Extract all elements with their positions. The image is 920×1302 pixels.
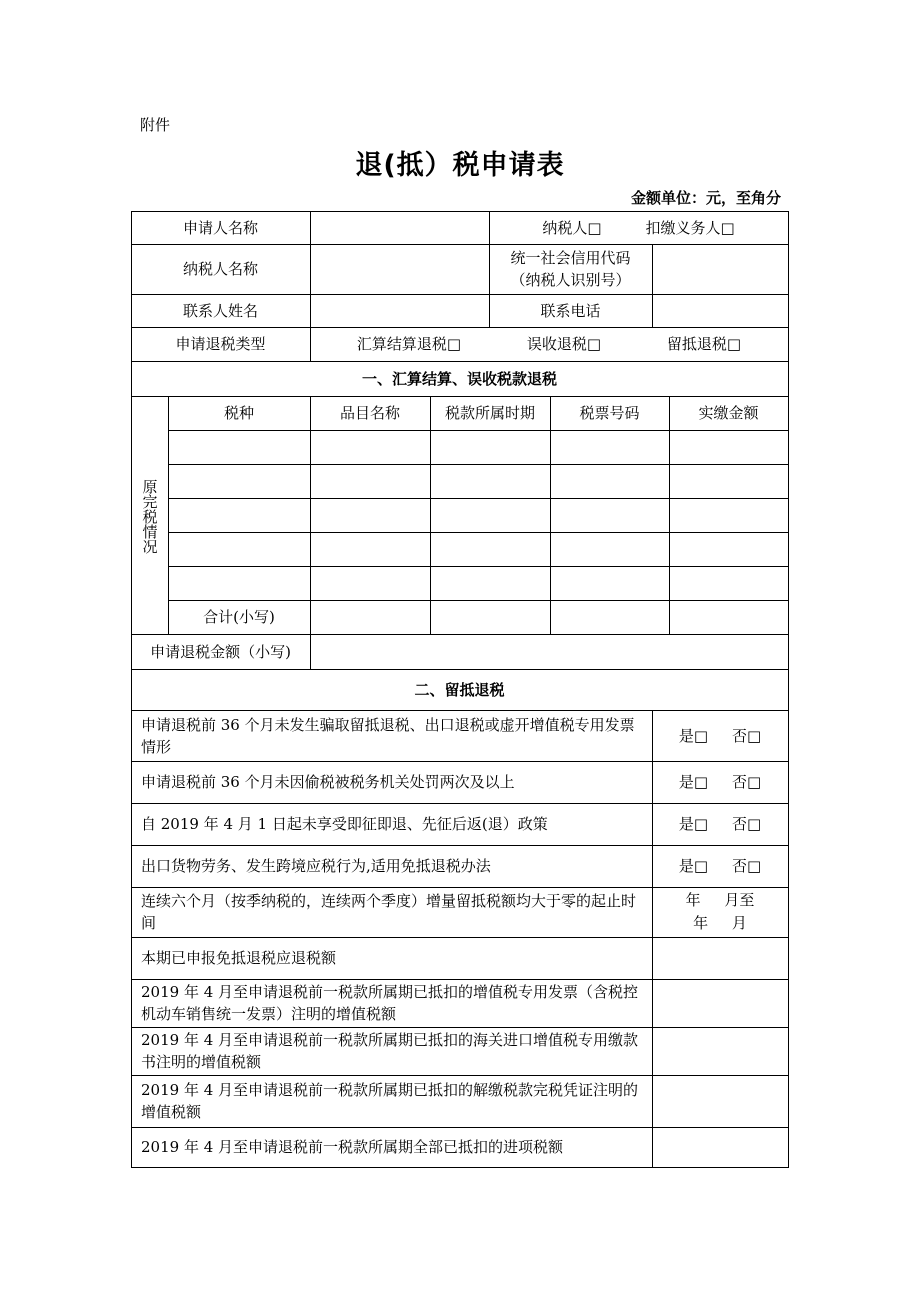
table-cell-input[interactable] bbox=[669, 430, 788, 464]
table-cell-input[interactable] bbox=[310, 566, 430, 600]
table-cell-input[interactable] bbox=[168, 498, 310, 532]
taxpayer-name-label: 纳税人名称 bbox=[182, 260, 258, 278]
refund-type-checkbox[interactable]: 留抵退税□ bbox=[666, 335, 742, 353]
table-cell-input[interactable] bbox=[550, 532, 669, 566]
column-header: 税票号码 bbox=[579, 404, 640, 422]
yes-checkbox[interactable]: 是□ bbox=[678, 857, 708, 875]
credit-code-label-line: （纳税人识别号） bbox=[510, 271, 631, 289]
column-header: 品目名称 bbox=[339, 404, 400, 422]
table-cell-input[interactable] bbox=[669, 566, 788, 600]
table-cell-input[interactable] bbox=[430, 498, 550, 532]
amount-row-label: 本期已申报免抵退税应退税额 bbox=[141, 949, 337, 967]
applicant-role-options bbox=[489, 211, 788, 244]
total-cell-input[interactable] bbox=[669, 600, 788, 634]
table-cell-input[interactable] bbox=[430, 532, 550, 566]
refund-type-options bbox=[310, 327, 788, 361]
contact-phone-input[interactable] bbox=[652, 294, 788, 327]
no-checkbox[interactable]: 否□ bbox=[732, 773, 762, 791]
taxpayer-name-input[interactable] bbox=[310, 244, 489, 294]
form-title: 退(抵）税申请表 bbox=[355, 150, 565, 181]
credit-code-label-line: 统一社会信用代码 bbox=[510, 249, 631, 267]
amount-row-label: 2019 年 4 月至申请退税前一税款所属期全部已抵扣的进项税额 bbox=[141, 1138, 564, 1156]
eligibility-question: 出口货物劳务、发生跨境应税行为,适用免抵退税办法 bbox=[141, 857, 491, 875]
refund-amount-input[interactable] bbox=[310, 634, 788, 669]
eligibility-question: 申请退税前 36 个月未因偷税被税务机关处罚两次及以上 bbox=[141, 773, 515, 791]
amount-row-input[interactable] bbox=[652, 979, 788, 1027]
attachment-label: 附件 bbox=[140, 116, 171, 134]
table-cell-input[interactable] bbox=[669, 532, 788, 566]
table-rule bbox=[788, 211, 789, 1168]
total-cell-input[interactable] bbox=[550, 600, 669, 634]
no-checkbox[interactable]: 否□ bbox=[732, 726, 762, 745]
amount-row-label: 2019 年 4 月至申请退税前一税款所属期已抵扣的海关进口增值税专用缴款书注明的增值税额 bbox=[141, 1031, 639, 1071]
increment-period-input[interactable] bbox=[652, 887, 788, 937]
section1-heading: 一、汇算结算、误收税款退税 bbox=[361, 369, 557, 388]
yes-no-options bbox=[652, 803, 788, 845]
table-cell-input[interactable] bbox=[310, 464, 430, 498]
credit-code-input[interactable] bbox=[652, 244, 788, 294]
eligibility-question: 申请退税前 36 个月未发生骗取留抵退税、出口退税或虚开增值税专用发票情形 bbox=[141, 715, 635, 756]
applicant-name-input[interactable] bbox=[310, 211, 489, 244]
column-header: 税种 bbox=[223, 404, 254, 422]
table-cell-input[interactable] bbox=[550, 498, 669, 532]
total-cell-input[interactable] bbox=[430, 600, 550, 634]
refund-amount-label: 申请退税金额（小写) bbox=[150, 642, 291, 661]
table-cell-input[interactable] bbox=[669, 498, 788, 532]
table-cell-input[interactable] bbox=[669, 464, 788, 498]
table-rule bbox=[131, 1167, 789, 1168]
table-cell-input[interactable] bbox=[430, 430, 550, 464]
column-header: 税款所属时期 bbox=[444, 404, 535, 422]
period-value bbox=[686, 889, 755, 935]
increment-period-label: 连续六个月（按季纳税的，连续两个季度）增量留抵税额均大于零的起止时间 bbox=[141, 892, 637, 932]
yes-checkbox[interactable]: 是□ bbox=[678, 726, 708, 745]
withholding-agent-checkbox[interactable]: 扣缴义务人□ bbox=[645, 218, 735, 237]
table-cell-input[interactable] bbox=[550, 566, 669, 600]
refund-type-checkbox[interactable]: 误收退税□ bbox=[526, 335, 602, 353]
period-line: 年 月至 bbox=[685, 891, 755, 909]
column-header: 实缴金额 bbox=[698, 404, 759, 422]
yes-no-options bbox=[652, 761, 788, 803]
contact-name-input[interactable] bbox=[310, 294, 489, 327]
refund-type-checkbox[interactable]: 汇算结算退税□ bbox=[356, 335, 462, 353]
table-cell-input[interactable] bbox=[168, 430, 310, 464]
taxpayer-checkbox[interactable]: 纳税人□ bbox=[542, 218, 602, 237]
period-line: 年 月 bbox=[693, 914, 747, 932]
no-checkbox[interactable]: 否□ bbox=[732, 815, 762, 833]
amount-row-label: 2019 年 4 月至申请退税前一税款所属期已抵扣的解缴税款完税凭证注明的增值税额 bbox=[141, 1081, 639, 1121]
table-cell-input[interactable] bbox=[310, 532, 430, 566]
yes-no-options bbox=[652, 845, 788, 887]
amount-unit-note: 金额单位：元，至角分 bbox=[630, 189, 781, 207]
amount-row-input[interactable] bbox=[652, 1075, 788, 1127]
table-cell-input[interactable] bbox=[310, 430, 430, 464]
amount-row-input[interactable] bbox=[652, 1027, 788, 1075]
original-tax-payment-label: 原完税情况 bbox=[140, 478, 159, 554]
refund-type-label: 申请退税类型 bbox=[175, 335, 266, 353]
table-cell-input[interactable] bbox=[430, 464, 550, 498]
table-cell-input[interactable] bbox=[430, 566, 550, 600]
yes-checkbox[interactable]: 是□ bbox=[678, 815, 708, 833]
table-cell-input[interactable] bbox=[168, 566, 310, 600]
yes-no-options bbox=[652, 710, 788, 761]
table-cell-input[interactable] bbox=[168, 532, 310, 566]
section2-heading: 二、留抵退税 bbox=[414, 680, 505, 699]
contact-name-label: 联系人姓名 bbox=[182, 301, 258, 320]
table-cell-input[interactable] bbox=[550, 464, 669, 498]
amount-row-input[interactable] bbox=[652, 937, 788, 979]
amount-row-input[interactable] bbox=[652, 1127, 788, 1167]
table-cell-input[interactable] bbox=[168, 464, 310, 498]
yes-checkbox[interactable]: 是□ bbox=[678, 773, 708, 791]
eligibility-question: 自 2019 年 4 月 1 日起未享受即征即退、先征后返(退）政策 bbox=[141, 815, 548, 833]
amount-row-label: 2019 年 4 月至申请退税前一税款所属期已抵扣的增值税专用发票（含税控机动车销售统一发票）注明的增值税额 bbox=[141, 983, 639, 1023]
table-cell-input[interactable] bbox=[310, 498, 430, 532]
no-checkbox[interactable]: 否□ bbox=[732, 857, 762, 875]
table-cell-input[interactable] bbox=[550, 430, 669, 464]
total-cell-input[interactable] bbox=[310, 600, 430, 634]
credit-code-label bbox=[489, 244, 652, 294]
total-lowercase-label: 合计(小写) bbox=[203, 608, 275, 626]
contact-phone-label: 联系电话 bbox=[540, 301, 601, 320]
applicant-name-label: 申请人名称 bbox=[182, 218, 258, 237]
